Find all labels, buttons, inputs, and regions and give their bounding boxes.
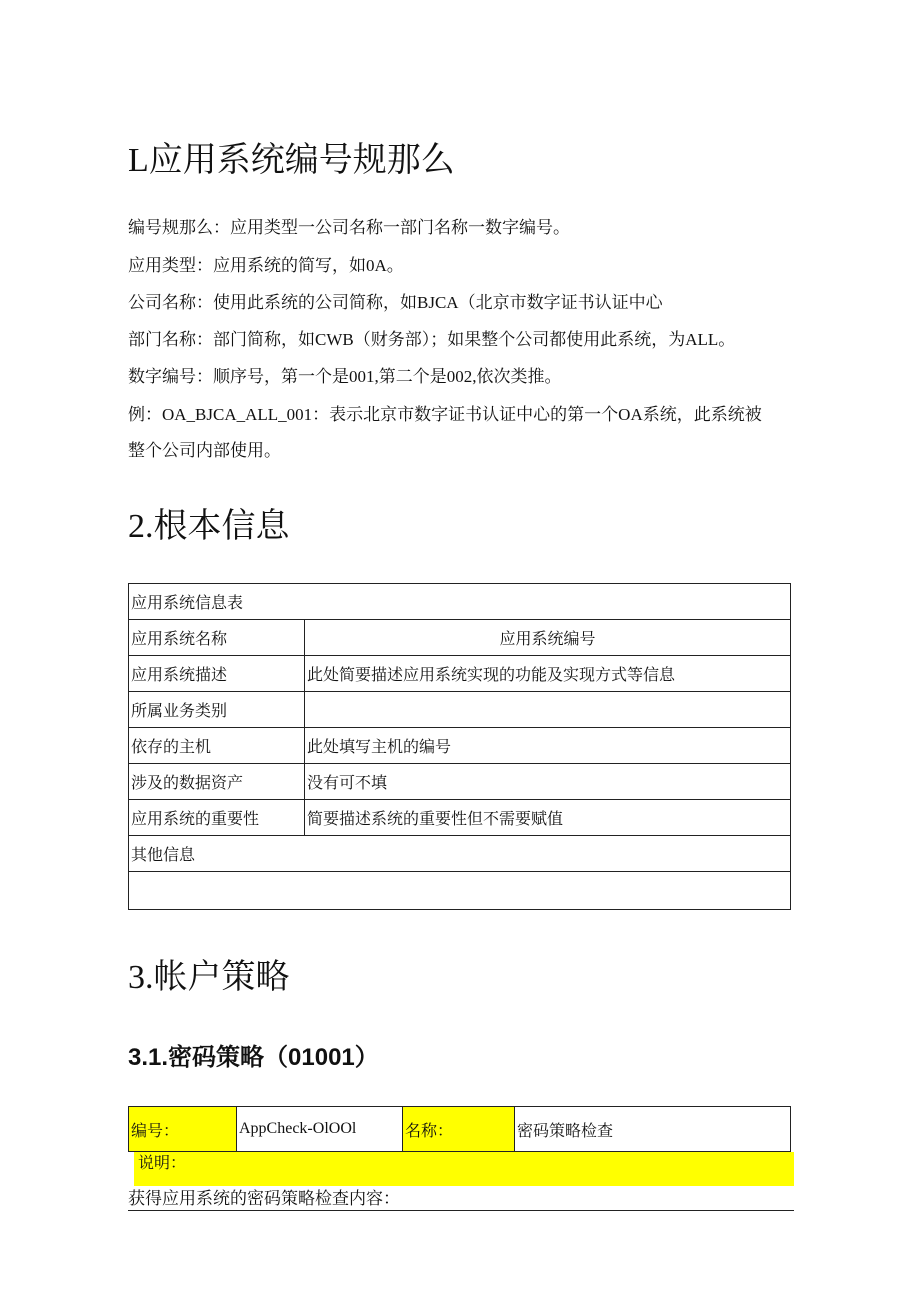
table-cell-value: 没有可不填 <box>305 764 791 800</box>
table-cell-label: 应用系统名称 <box>129 620 305 656</box>
section1-heading: L应用系统编号规那么 <box>128 142 455 179</box>
table-cell-value: 应用系统编号 <box>305 620 791 656</box>
id-value-cell: AppCheck-OlOOl <box>237 1107 403 1152</box>
note-label: 说明： <box>138 1155 187 1172</box>
table-cell-label: 所属业务类别 <box>129 692 305 728</box>
password-policy-table <box>128 1106 791 1152</box>
table-cell-label: 依存的主机 <box>129 728 305 764</box>
table-cell-value: 简要描述系统的重要性但不需要赋值 <box>305 800 791 836</box>
name-label-cell: 名称： <box>403 1107 515 1152</box>
table-cell-value: 此处简要描述应用系统实现的功能及实现方式等信息 <box>305 656 791 692</box>
table-cell-label: 涉及的数据资产 <box>129 764 305 800</box>
table-cell-label: 应用系统的重要性 <box>129 800 305 836</box>
paragraph-serial-number: 数字编号：顺序号，第一个是001,第二个是002,依次类推。 <box>128 367 562 386</box>
app-info-table <box>128 583 791 910</box>
table-row <box>129 620 791 656</box>
note-highlight-bar <box>134 1152 794 1186</box>
paragraph-numbering-rule: 编号规那么：应用类型一公司名称一部门名称一数字编号。 <box>128 218 570 237</box>
paragraph-app-type: 应用类型：应用系统的简写，如0A。 <box>128 256 404 275</box>
table-caption: 应用系统信息表 <box>129 584 791 620</box>
table-row <box>129 584 791 620</box>
table-row <box>129 836 791 872</box>
name-value-cell: 密码策略检查 <box>515 1107 791 1152</box>
table-cell-value: 此处填写主机的编号 <box>305 728 791 764</box>
section3-heading: 3.帐户策略 <box>128 959 290 996</box>
table-row <box>129 728 791 764</box>
id-label-cell: 编号： <box>129 1107 237 1152</box>
content-description-line: 获得应用系统的密码策略检查内容： <box>128 1189 400 1208</box>
table-row <box>129 656 791 692</box>
table-row <box>129 764 791 800</box>
table-cell-value <box>305 692 791 728</box>
table-cell-label: 应用系统描述 <box>129 656 305 692</box>
paragraph-example-line1: 例：OA_BJCA_ALL_001：表示北京市数字证书认证中心的第一个OA系统，此系统被 <box>128 405 762 424</box>
subsection-heading: 3.1.密码策略（01001） <box>128 1044 379 1071</box>
table-other-info-value <box>129 872 791 910</box>
table-row <box>129 872 791 910</box>
table-row <box>129 692 791 728</box>
divider-line <box>128 1210 794 1211</box>
table-row <box>129 1107 791 1152</box>
paragraph-department-name: 部门名称：部门简称，如CWB（财务部）；如果整个公司都使用此系统，为ALL。 <box>128 330 736 349</box>
section2-heading: 2.根本信息 <box>128 508 290 545</box>
table-row <box>129 800 791 836</box>
table-other-info-label: 其他信息 <box>129 836 791 872</box>
paragraph-company-name: 公司名称：使用此系统的公司简称，如BJCA（北京市数字证书认证中心 <box>128 293 663 312</box>
paragraph-example-line2: 整个公司内部使用。 <box>128 441 281 460</box>
